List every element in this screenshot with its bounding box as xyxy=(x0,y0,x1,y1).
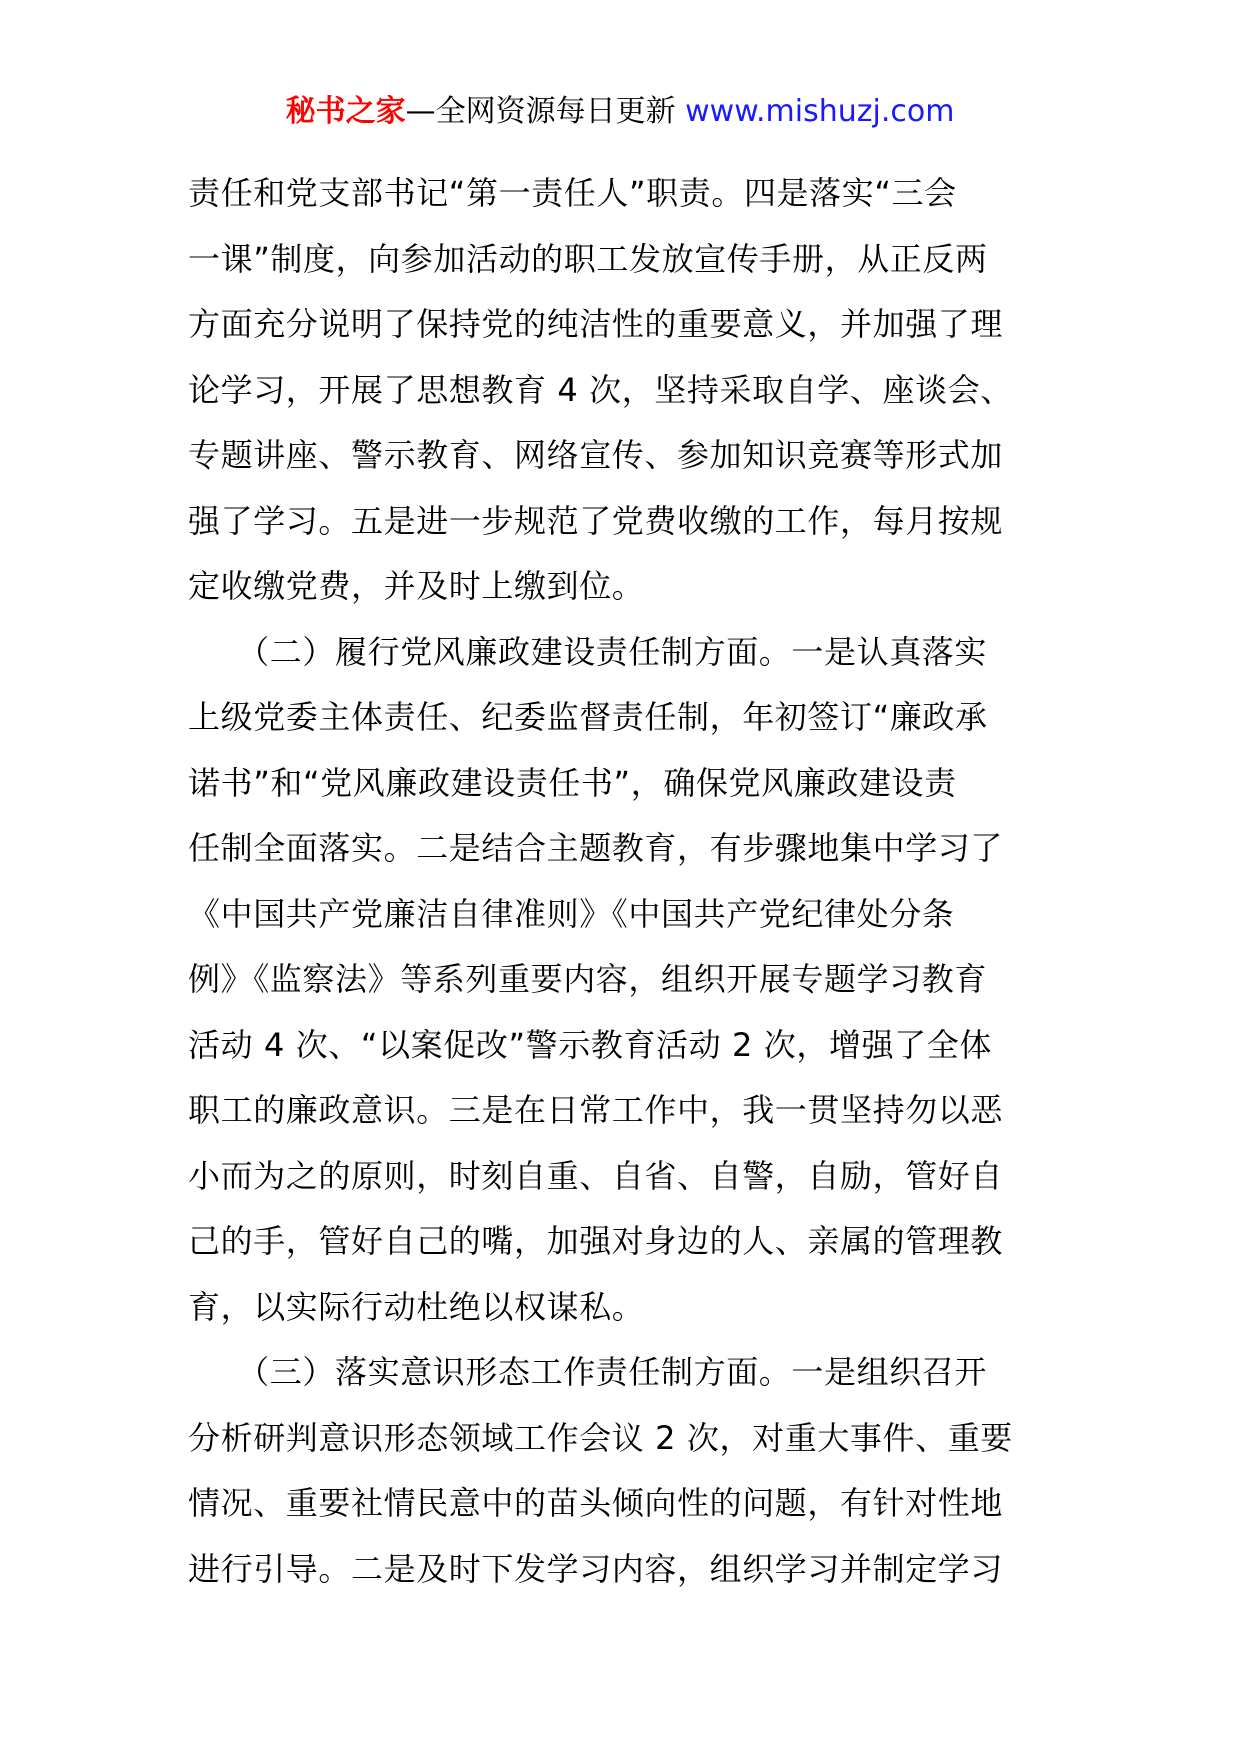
text-line: 强了学习。五是进一步规范了党费收缴的工作，每月按规 xyxy=(188,501,1004,540)
brand-name: 秘书之家 xyxy=(285,94,406,129)
document-body xyxy=(188,161,1058,1602)
text-line: 专题讲座、警示教育、网络宣传、参加知识竞赛等形式加 xyxy=(188,436,1004,474)
text-line: 一课”制度，向参加活动的职工发放宣传手册，从正反两 xyxy=(188,239,988,278)
text-line: 进行引导。二是及时下发学习内容，组织学习并制定学习 xyxy=(188,1549,1004,1588)
text-line: 职工的廉政意识。三是在日常工作中，我一贯坚持勿以恶 xyxy=(188,1091,1004,1129)
section-heading-line: （二）履行党风廉政建设责任制方面。一是认真落实 xyxy=(188,632,988,671)
text-line: 分析研判意识形态领域工作会议 2 次，对重大事件、重要 xyxy=(188,1418,1013,1457)
text-line: 例》《监察法》等系列重要内容，组织开展专题学习教育 xyxy=(188,960,988,998)
text-line: 任制全面落实。二是结合主题教育，有步骤地集中学习了 xyxy=(188,829,1004,867)
text-line: 方面充分说明了保持党的纯洁性的重要意义，并加强了理 xyxy=(188,305,1004,343)
text-line: 论学习，开展了思想教育 4 次，坚持采取自学、座谈会、 xyxy=(188,370,1013,409)
text-line: 诺书”和“党风廉政建设责任书”，确保党风廉政建设责 xyxy=(188,763,957,802)
text-line: 责任和党支部书记“第一责任人”职责。四是落实“三会 xyxy=(188,174,957,212)
text-line: 上级党委主体责任、纪委监督责任制，年初签订“廉政承 xyxy=(188,698,988,736)
section-heading-line: （三）落实意识形态工作责任制方面。一是组织召开 xyxy=(188,1353,988,1391)
text-line: 活动 4 次、“以案促改”警示教育活动 2 次，增强了全体 xyxy=(188,1025,992,1064)
page-header xyxy=(0,92,1240,132)
text-line: 育，以实际行动杜绝以权谋私。 xyxy=(188,1287,645,1326)
text-line: 《中国共产党廉洁自律准则》《中国共产党纪律处分条 xyxy=(188,894,955,933)
text-line: 定收缴党费，并及时上缴到位。 xyxy=(188,567,645,605)
text-line: 己的手，管好自己的嘴，加强对身边的人、亲属的管理教 xyxy=(188,1222,1004,1260)
website-link[interactable]: www.mishuzj.com xyxy=(685,94,955,129)
text-line: 情况、重要社情民意中的苗头倾向性的问题，有针对性地 xyxy=(188,1484,1004,1522)
text-line: 小而为之的原则，时刻自重、自省、自警，自励，管好自 xyxy=(188,1156,1004,1195)
header-tagline: —全网资源每日更新 xyxy=(405,94,686,129)
